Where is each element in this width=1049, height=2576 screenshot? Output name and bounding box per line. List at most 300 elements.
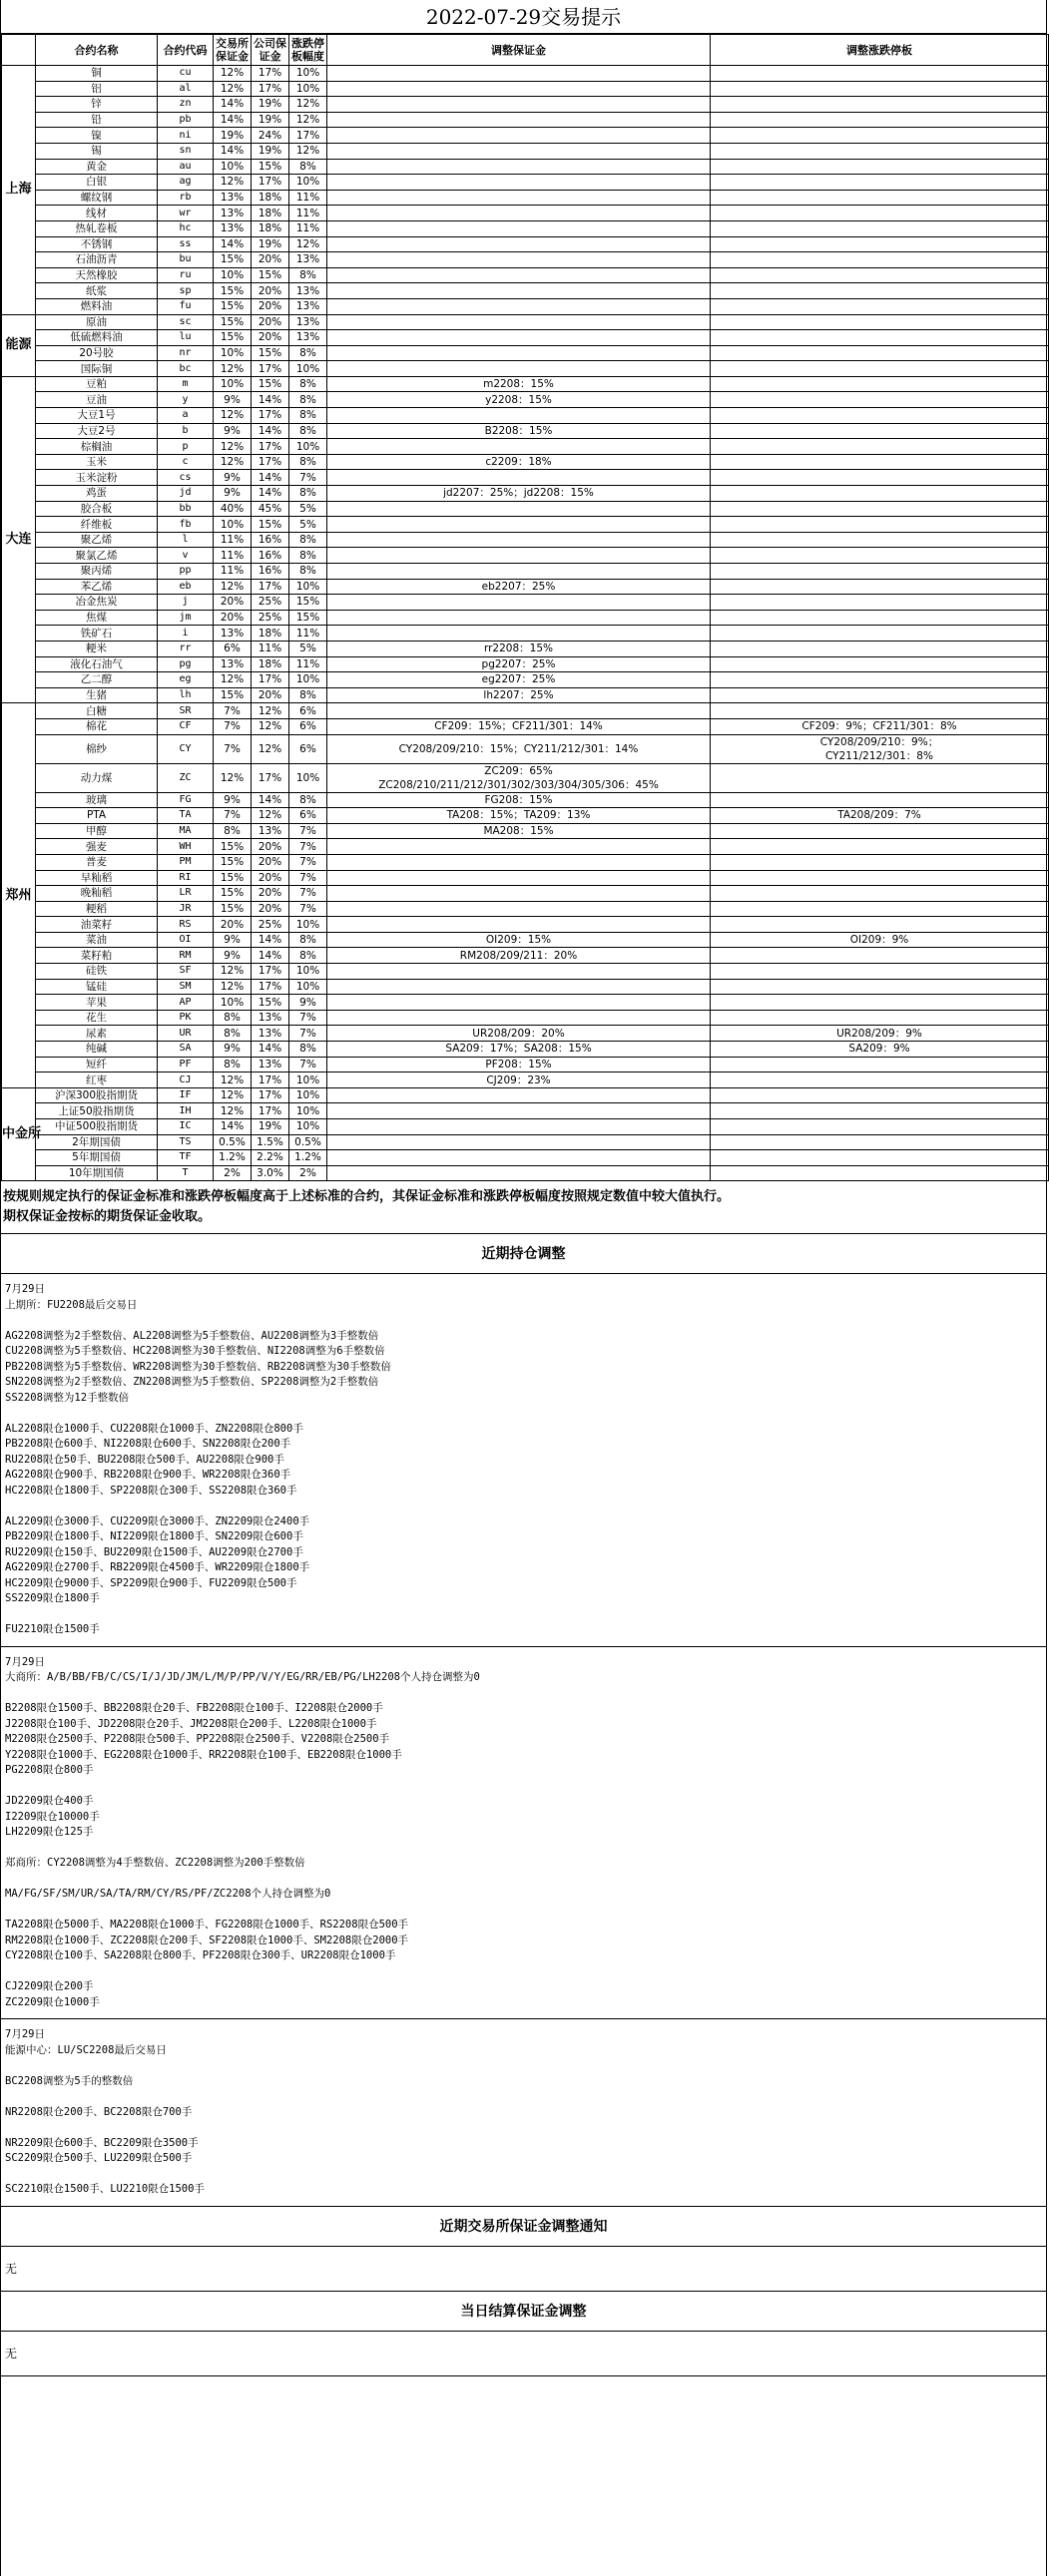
adjusted-limit xyxy=(711,763,1049,792)
company-margin: 17% xyxy=(252,361,289,377)
company-margin: 17% xyxy=(252,175,289,191)
company-margin: 17% xyxy=(252,454,289,470)
header-blank xyxy=(2,35,36,66)
adjusted-limit xyxy=(711,917,1049,933)
exchange-margin: 9% xyxy=(214,486,252,502)
adjusted-margin: eg2207：25% xyxy=(327,672,711,688)
position-line: 7月29日 xyxy=(5,1283,45,1296)
limit-range: 11% xyxy=(289,626,327,642)
table-row xyxy=(2,792,1049,808)
exchange-margin: 15% xyxy=(214,330,252,346)
limit-range: 8% xyxy=(289,1042,327,1058)
contract-name: 螺纹钢 xyxy=(36,190,158,206)
limit-range: 8% xyxy=(289,267,327,283)
table-row xyxy=(2,252,1049,268)
contract-code: bb xyxy=(158,501,214,517)
table-row xyxy=(2,345,1049,361)
contract-name: 棕榈油 xyxy=(36,439,158,455)
exchange-margin: 12% xyxy=(214,408,252,424)
exchange-margin: 8% xyxy=(214,1057,252,1073)
position-line: FU2210限仓1500手 xyxy=(5,1623,100,1636)
contract-name: 红枣 xyxy=(36,1073,158,1088)
exchange-margin: 12% xyxy=(214,454,252,470)
table-row xyxy=(2,128,1049,144)
table-row xyxy=(2,1042,1049,1058)
adjusted-margin xyxy=(327,501,711,517)
limit-range: 8% xyxy=(289,948,327,964)
company-margin: 3.0% xyxy=(252,1165,289,1181)
limit-range: 7% xyxy=(289,854,327,870)
contract-code: v xyxy=(158,548,214,564)
limit-range: 8% xyxy=(289,792,327,808)
limit-range: 12% xyxy=(289,236,327,252)
limit-range: 1.2% xyxy=(289,1150,327,1166)
adjusted-margin: CY208/209/210：15%；CY211/212/301：14% xyxy=(327,734,711,763)
adjusted-limit xyxy=(711,470,1049,486)
exchange-margin: 12% xyxy=(214,1073,252,1088)
exchange-margin: 9% xyxy=(214,470,252,486)
contract-name: 国际铜 xyxy=(36,361,158,377)
adjusted-margin xyxy=(327,252,711,268)
position-line xyxy=(5,1607,1042,1623)
company-margin: 20% xyxy=(252,330,289,346)
position-line: AG2208限仓900手、RB2208限仓900手、WR2208限仓360手 xyxy=(5,1469,291,1482)
adjusted-limit xyxy=(711,979,1049,995)
adjusted-limit xyxy=(711,656,1049,672)
adjusted-margin xyxy=(327,1150,711,1166)
adjusted-margin xyxy=(327,703,711,719)
contract-name: 甲醇 xyxy=(36,823,158,839)
contract-code: hc xyxy=(158,220,214,236)
table-row xyxy=(2,220,1049,236)
contract-code: i xyxy=(158,626,214,642)
limit-range: 6% xyxy=(289,734,327,763)
adjusted-margin: eb2207：25% xyxy=(327,579,711,595)
limit-range: 7% xyxy=(289,839,327,855)
company-margin: 16% xyxy=(252,548,289,564)
contract-code: fb xyxy=(158,517,214,533)
contract-name: 纤维板 xyxy=(36,517,158,533)
position-line: AG2209限仓2700手、RB2209限仓4500手、WR2209限仓1800手 xyxy=(5,1561,310,1574)
adjusted-limit xyxy=(711,687,1049,703)
contract-code: IC xyxy=(158,1119,214,1135)
company-margin: 11% xyxy=(252,641,289,656)
exchange-margin: 11% xyxy=(214,532,252,548)
adjusted-limit xyxy=(711,595,1049,611)
limit-range: 7% xyxy=(289,823,327,839)
adjusted-margin xyxy=(327,298,711,314)
position-line: AG2208调整为2手整数倍、AL2208调整为5手整数倍、AU2208调整为3手整数倍 xyxy=(5,1329,379,1342)
adjusted-margin xyxy=(327,1134,711,1150)
contract-name: 聚乙烯 xyxy=(36,532,158,548)
position-line: 郑商所：CY2208调整为4手整数倍、ZC2208调整为200手整数倍 xyxy=(5,1857,305,1870)
limit-range: 13% xyxy=(289,283,327,299)
adjusted-margin xyxy=(327,564,711,580)
table-row xyxy=(2,995,1049,1011)
adjusted-margin xyxy=(327,314,711,330)
contract-name: 豆粕 xyxy=(36,376,158,392)
adjusted-margin xyxy=(327,964,711,980)
exchange-margin: 10% xyxy=(214,517,252,533)
limit-range: 5% xyxy=(289,517,327,533)
exchange-notice-title: 近期交易所保证金调整通知 xyxy=(1,2207,1046,2247)
limit-range: 10% xyxy=(289,979,327,995)
contract-name: 晚籼稻 xyxy=(36,886,158,902)
adjusted-limit xyxy=(711,564,1049,580)
table-row xyxy=(2,610,1049,626)
adjusted-margin xyxy=(327,159,711,175)
exchange-margin: 6% xyxy=(214,641,252,656)
contract-name: 沪深300股指期货 xyxy=(36,1087,158,1103)
position-line: 7月29日 xyxy=(5,2028,45,2041)
contract-code: MA xyxy=(158,823,214,839)
limit-range: 6% xyxy=(289,718,327,734)
table-row xyxy=(2,718,1049,734)
position-line: PB2208限仓600手、NI2208限仓600手、SN2208限仓200手 xyxy=(5,1438,291,1451)
contract-code: jd xyxy=(158,486,214,502)
company-margin: 14% xyxy=(252,1042,289,1058)
adjusted-limit xyxy=(711,143,1049,159)
adjusted-limit xyxy=(711,995,1049,1011)
table-row xyxy=(2,672,1049,688)
column-header: 合约代码 xyxy=(158,35,214,66)
adjusted-limit: CY208/209/210：9%； CY211/212/301：8% xyxy=(711,734,1049,763)
position-line xyxy=(5,1964,1042,1980)
contract-name: 中证500股指期货 xyxy=(36,1119,158,1135)
contract-code: cu xyxy=(158,66,214,82)
table-row xyxy=(2,439,1049,455)
contract-name: PTA xyxy=(36,808,158,824)
exchange-margin: 9% xyxy=(214,1042,252,1058)
region-label: 中金所 xyxy=(2,1087,36,1181)
contract-name: 早籼稻 xyxy=(36,870,158,886)
limit-range: 10% xyxy=(289,439,327,455)
company-margin: 20% xyxy=(252,901,289,917)
company-margin: 15% xyxy=(252,159,289,175)
contract-code: UR xyxy=(158,1026,214,1042)
table-row xyxy=(2,66,1049,82)
company-margin: 15% xyxy=(252,517,289,533)
limit-range: 7% xyxy=(289,470,327,486)
exchange-margin: 12% xyxy=(214,1087,252,1103)
adjusted-limit xyxy=(711,423,1049,439)
contract-code: lu xyxy=(158,330,214,346)
adjusted-limit xyxy=(711,175,1049,191)
company-margin: 20% xyxy=(252,314,289,330)
exchange-margin: 14% xyxy=(214,97,252,113)
contract-name: 玻璃 xyxy=(36,792,158,808)
contract-name: 热轧卷板 xyxy=(36,220,158,236)
limit-range: 17% xyxy=(289,128,327,144)
exchange-margin: 9% xyxy=(214,932,252,948)
limit-range: 10% xyxy=(289,66,327,82)
exchange-margin: 8% xyxy=(214,1010,252,1026)
contract-code: sn xyxy=(158,143,214,159)
company-margin: 19% xyxy=(252,1119,289,1135)
contract-code: au xyxy=(158,159,214,175)
adjusted-limit xyxy=(711,579,1049,595)
limit-range: 13% xyxy=(289,330,327,346)
exchange-margin: 20% xyxy=(214,610,252,626)
table-row xyxy=(2,656,1049,672)
position-line: CY2208限仓100手、SA2208限仓800手、PF2208限仓300手、UR2208限仓1000手 xyxy=(5,1949,396,1962)
adjusted-limit xyxy=(711,703,1049,719)
settle-title: 当日结算保证金调整 xyxy=(1,2292,1046,2332)
contract-name: 天然橡胶 xyxy=(36,267,158,283)
company-margin: 18% xyxy=(252,190,289,206)
position-line xyxy=(5,1872,1042,1888)
limit-range: 8% xyxy=(289,345,327,361)
contract-code: ni xyxy=(158,128,214,144)
company-margin: 13% xyxy=(252,823,289,839)
adjusted-margin xyxy=(327,97,711,113)
table-row xyxy=(2,641,1049,656)
limit-range: 11% xyxy=(289,206,327,221)
position-line: ZC2209限仓1000手 xyxy=(5,1995,100,2008)
exchange-margin: 15% xyxy=(214,252,252,268)
company-margin: 14% xyxy=(252,932,289,948)
company-margin: 2.2% xyxy=(252,1150,289,1166)
adjusted-limit xyxy=(711,641,1049,656)
position-line: SS2208调整为12手整数倍 xyxy=(5,1391,130,1404)
adjusted-limit xyxy=(711,298,1049,314)
contract-code: eg xyxy=(158,672,214,688)
table-row xyxy=(2,917,1049,933)
company-margin: 16% xyxy=(252,532,289,548)
adjusted-limit xyxy=(711,626,1049,642)
adjusted-margin xyxy=(327,330,711,346)
position-line: CU2208调整为5手整数倍、HC2208调整为30手整数倍、NI2208调整为6手整数倍 xyxy=(5,1345,385,1358)
company-margin: 25% xyxy=(252,595,289,611)
table-row xyxy=(2,839,1049,855)
contract-code: TA xyxy=(158,808,214,824)
contract-name: 苯乙烯 xyxy=(36,579,158,595)
contract-name: 冶金焦炭 xyxy=(36,595,158,611)
table-row xyxy=(2,932,1049,948)
rules-note-line-1: 按规则规定执行的保证金标准和涨跌停板幅度高于上述标准的合约，其保证金标准和涨跌停板幅度按照规定数值中较大值执行。 xyxy=(3,1189,731,1205)
table-row xyxy=(2,159,1049,175)
position-line: SC2209限仓500手、LU2209限仓500手 xyxy=(5,2152,193,2165)
limit-range: 0.5% xyxy=(289,1134,327,1150)
contract-code: pg xyxy=(158,656,214,672)
contract-name: 大豆2号 xyxy=(36,423,158,439)
contract-code: OI xyxy=(158,932,214,948)
adjusted-limit xyxy=(711,548,1049,564)
exchange-margin: 15% xyxy=(214,314,252,330)
limit-range: 11% xyxy=(289,220,327,236)
position-line: PB2208调整为5手整数倍、WR2208调整为30手整数倍、RB2208调整为30手整数倍 xyxy=(5,1360,391,1373)
contract-code: IH xyxy=(158,1103,214,1119)
adjusted-limit xyxy=(711,236,1049,252)
contract-name: 油菜籽 xyxy=(36,917,158,933)
adjusted-limit xyxy=(711,159,1049,175)
adjusted-margin xyxy=(327,517,711,533)
contract-name: 纸浆 xyxy=(36,283,158,299)
position-line xyxy=(5,1499,1042,1514)
adjusted-limit xyxy=(711,283,1049,299)
adjusted-limit xyxy=(711,1073,1049,1088)
contract-name: 10年期国债 xyxy=(36,1165,158,1181)
limit-range: 10% xyxy=(289,964,327,980)
position-line xyxy=(5,1406,1042,1422)
limit-range: 7% xyxy=(289,901,327,917)
adjusted-limit xyxy=(711,839,1049,855)
adjusted-margin: pg2207：25% xyxy=(327,656,711,672)
exchange-margin: 14% xyxy=(214,143,252,159)
limit-range: 10% xyxy=(289,763,327,792)
exchange-margin: 7% xyxy=(214,718,252,734)
company-margin: 17% xyxy=(252,1073,289,1088)
adjusted-limit xyxy=(711,376,1049,392)
table-row xyxy=(2,175,1049,191)
adjusted-margin xyxy=(327,917,711,933)
limit-range: 15% xyxy=(289,595,327,611)
contract-code: rb xyxy=(158,190,214,206)
company-margin: 15% xyxy=(252,995,289,1011)
limit-range: 12% xyxy=(289,112,327,128)
contract-code: FG xyxy=(158,792,214,808)
table-row xyxy=(2,81,1049,97)
contract-name: 上证50股指期货 xyxy=(36,1103,158,1119)
company-margin: 14% xyxy=(252,792,289,808)
adjusted-limit: TA208/209：7% xyxy=(711,808,1049,824)
contract-code: cs xyxy=(158,470,214,486)
position-line: AL2209限仓3000手、CU2209限仓3000手、ZN2209限仓2400手 xyxy=(5,1514,310,1527)
exchange-margin: 12% xyxy=(214,763,252,792)
rules-note-line-2: 期权保证金按标的期货保证金收取。 xyxy=(3,1209,212,1225)
position-line: TA2208限仓5000手、MA2208限仓1000手、FG2208限仓1000手、RS2208限仓500手 xyxy=(5,1919,409,1932)
exchange-margin: 10% xyxy=(214,267,252,283)
position-line: RM2208限仓1000手、ZC2208限仓200手、SF2208限仓1000手、SM2208限仓2000手 xyxy=(5,1933,409,1946)
adjusted-margin xyxy=(327,220,711,236)
exchange-margin: 12% xyxy=(214,175,252,191)
contract-name: 石油沥青 xyxy=(36,252,158,268)
position-section-title: 近期持仓调整 xyxy=(1,1234,1046,1274)
adjusted-limit: CF209：9%；CF211/301：8% xyxy=(711,718,1049,734)
exchange-margin: 8% xyxy=(214,1026,252,1042)
contract-code: WH xyxy=(158,839,214,855)
company-margin: 18% xyxy=(252,626,289,642)
table-row xyxy=(2,734,1049,763)
company-margin: 17% xyxy=(252,1103,289,1119)
exchange-margin: 11% xyxy=(214,548,252,564)
adjusted-margin xyxy=(327,345,711,361)
adjusted-limit xyxy=(711,1119,1049,1135)
exchange-margin: 15% xyxy=(214,687,252,703)
adjusted-limit xyxy=(711,454,1049,470)
table-row xyxy=(2,1057,1049,1073)
contract-name: 聚丙烯 xyxy=(36,564,158,580)
contract-name: 白糖 xyxy=(36,703,158,719)
company-margin: 19% xyxy=(252,236,289,252)
table-row xyxy=(2,1087,1049,1103)
position-line: RU2209限仓150手、BU2209限仓1500手、AU2209限仓2700手 xyxy=(5,1545,303,1558)
table-row xyxy=(2,626,1049,642)
exchange-margin: 14% xyxy=(214,112,252,128)
contract-code: pb xyxy=(158,112,214,128)
contract-name: 不锈钢 xyxy=(36,236,158,252)
limit-range: 10% xyxy=(289,1119,327,1135)
column-header: 公司保证金 xyxy=(252,35,289,66)
contract-name: 锡 xyxy=(36,143,158,159)
contract-code: T xyxy=(158,1165,214,1181)
company-margin: 19% xyxy=(252,112,289,128)
adjusted-limit xyxy=(711,672,1049,688)
adjusted-limit xyxy=(711,870,1049,886)
adjusted-limit xyxy=(711,1103,1049,1119)
adjusted-limit xyxy=(711,314,1049,330)
contract-code: rr xyxy=(158,641,214,656)
limit-range: 10% xyxy=(289,1087,327,1103)
limit-range: 10% xyxy=(289,917,327,933)
company-margin: 20% xyxy=(252,687,289,703)
table-row xyxy=(2,703,1049,719)
company-margin: 17% xyxy=(252,1087,289,1103)
limit-range: 8% xyxy=(289,564,327,580)
adjusted-margin xyxy=(327,112,711,128)
company-margin: 12% xyxy=(252,808,289,824)
position-line: NR2209限仓600手、BC2209限仓3500手 xyxy=(5,2136,199,2149)
contract-name: 黄金 xyxy=(36,159,158,175)
position-line xyxy=(5,1779,1042,1795)
company-margin: 17% xyxy=(252,439,289,455)
region-label: 能源 xyxy=(2,314,36,376)
exchange-margin: 13% xyxy=(214,626,252,642)
table-row xyxy=(2,1165,1049,1181)
exchange-margin: 15% xyxy=(214,298,252,314)
company-margin: 1.5% xyxy=(252,1134,289,1150)
table-row xyxy=(2,298,1049,314)
contract-code: RM xyxy=(158,948,214,964)
table-row xyxy=(2,687,1049,703)
adjusted-limit xyxy=(711,392,1049,408)
adjusted-margin xyxy=(327,979,711,995)
table-row xyxy=(2,1026,1049,1042)
adjusted-margin: ZC209：65% ZC208/210/211/212/301/302/303/304/305/306：45% xyxy=(327,763,711,792)
exchange-notice-text: 无 xyxy=(1,2247,1046,2292)
table-row xyxy=(2,964,1049,980)
exchange-margin: 12% xyxy=(214,66,252,82)
table-row xyxy=(2,392,1049,408)
adjusted-limit xyxy=(711,486,1049,502)
contract-code: CY xyxy=(158,734,214,763)
limit-range: 11% xyxy=(289,656,327,672)
position-block xyxy=(1,1647,1046,2020)
contract-code: pp xyxy=(158,564,214,580)
adjusted-margin xyxy=(327,548,711,564)
table-row xyxy=(2,112,1049,128)
table-row xyxy=(2,948,1049,964)
exchange-margin: 13% xyxy=(214,190,252,206)
company-margin: 14% xyxy=(252,392,289,408)
limit-range: 10% xyxy=(289,1073,327,1088)
exchange-margin: 12% xyxy=(214,81,252,97)
adjusted-limit: SA209：9% xyxy=(711,1042,1049,1058)
contract-code: fu xyxy=(158,298,214,314)
exchange-margin: 14% xyxy=(214,236,252,252)
adjusted-margin xyxy=(327,870,711,886)
contract-code: b xyxy=(158,423,214,439)
contract-name: 苹果 xyxy=(36,995,158,1011)
position-line: B2208限仓1500手、BB2208限仓20手、FB2208限仓100手、I2208限仓2000手 xyxy=(5,1702,383,1715)
limit-range: 2% xyxy=(289,1165,327,1181)
company-margin: 14% xyxy=(252,470,289,486)
contract-code: bc xyxy=(158,361,214,377)
contract-name: 锌 xyxy=(36,97,158,113)
adjusted-margin: c2209：18% xyxy=(327,454,711,470)
adjusted-limit xyxy=(711,854,1049,870)
table-row xyxy=(2,979,1049,995)
